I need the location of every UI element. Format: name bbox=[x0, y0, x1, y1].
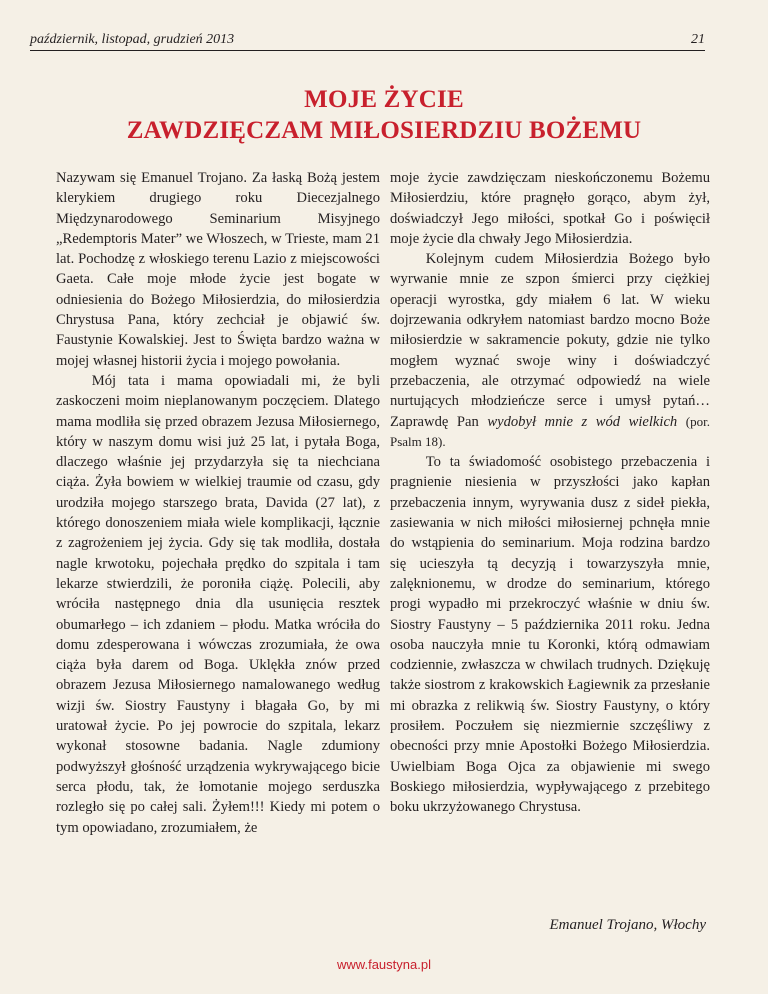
paragraph bbox=[390, 249, 710, 452]
title-line-2: ZAWDZIĘCZAM MIŁOSIERDZIU BOŻEMU bbox=[126, 117, 642, 144]
paragraph: Nazywam się Emanuel Trojano. Za łaską Bożą jestem klerykiem drugiego roku Diecezjalnego Międzynarodowego Seminarium Misyjnego „Redemptoris Mater” we Włoszech, w Trieste, mam 21 lat. Pochodzę z włoskiego terenu Lazio z miejscowości Gaeta. Całe moje młode życie jest bogate w odniesienia do Bożego Miłosierdzia, do miłosierdzia Chrystusa Pana, który zechciał je objawić św. Faustynie Kowalskiej. Jest to Święta bardzo ważna w mojej własnej historii życia i mojego powołania. bbox=[56, 170, 380, 369]
title-line-1: MOJE ŻYCIE bbox=[304, 86, 464, 113]
quote-italic: wydobył mnie z wód wielkich bbox=[487, 413, 678, 430]
author-signature: Emanuel Trojano, Włochy bbox=[549, 917, 706, 933]
article-column-right bbox=[390, 168, 710, 818]
issue-date: październik, listopad, grudzień 2013 bbox=[30, 32, 235, 47]
paragraph: Mój tata i mama opowiadali mi, że byli zaskoczeni moim nieplanowanym poczęciem. Dlatego mama modliła się przed obrazem Jezusa Miłosiernego, który w naszym domu wisi już 25 lat, i pytała Boga, dlaczego właśnie jej przydarzyła się ta niechciana ciąża. Żyła bowiem w wielkiej traumie od czasu, gdy urodziła mojego starszego brata, Davida (27 lat), z którego donoszeniem miała wiele komplikacji, łącznie z zagrożeniem jej życia. Gdy się tak modliła, dostała nagle krwotoku, pojechała prędko do szpitala i tam lekarze stwierdzili, że poroniła ciążę. Polecili, aby wróciła następnego dnia dla usunięcia resztek obumarłego – ich zdaniem – płodu. Matka wróciła do domu zdesperowana i wówczas zrozumiała, że owa ciąża była darem od Boga. Uklękła znów przed obrazem Jezusa Miłosiernego namalowanego według wizji św. Siostry Faustyny i błagała Go, by mi uratował życie. Po jej powrocie do szpitala, lekarz wykonał stosowne badania. Nagle zdumiony podwyższył głośność urządzenia wykrywającego bicie serca płodu, tak, że łomotanie mojego serduszka rozległo się po całej sali. Żyłem!!! Kiedy mi potem o tym opowiadano, zrozumiałem, że bbox=[56, 372, 380, 836]
page-header bbox=[30, 28, 705, 51]
website-link[interactable]: www.faustyna.pl bbox=[337, 957, 431, 972]
page-number: 21 bbox=[691, 32, 705, 47]
paragraph: moje życie zawdzięczam nieskończonemu Bożemu Miłosierdziu, które pragnęło gorąco, abym żył, doświadczył Jego miłości, spotkał Go i poświęcił moje życie dla chwały Jego Miłosierdzia. bbox=[390, 170, 710, 247]
paragraph-text: Kolejnym cudem Miłosierdzia Bożego było wyrwanie mnie ze szpon śmierci przy ciężkiej operacji wyrostka, gdy miałem 6 lat. W wieku dojrzewania odkryłem natomiast bardzo mocno Boże miłosierdzie w sakramencie pokuty, gdzie nie tylko mogłem wyznać swoje winy i doświadczyć przebaczenia, ale otrzymać odpowiedź na wiele nurtujących młodzieńcze serce i umysł pytań… Zaprawdę Pan bbox=[390, 251, 710, 430]
paragraph: To ta świadomość osobistego przebaczenia i pragnienie niesienia w przyszłości jako kapłan przebaczenia innym, wyrywania dusz z sideł piekła, zasiewania w nich miłości miłosiernej pchnęła mnie do wstąpienia do seminarium. Moja rodzina bardzo się ucieszyła tą decyzją i towarzyszyła mnie, zalęknionemu, w drodze do seminarium, którego progi wypadło mi przekroczyć właśnie w dniu św. Siostry Faustyny – 5 października 2011 roku. Jedna osoba nauczyła mnie tu Koronki, którą odmawiam codziennie, zwłaszcza w chwilach trudnych. Dziękuję także siostrom z krakowskich Łagiewnik za przesłanie mi obrazka z relikwią św. Siostry Faustyny, o który prosiłem. Poczułem się niezmiernie szczęśliwy z obecności przy mnie Apostołki Bożego Miłosierdzia. Uwielbiam Boga Ojca za objawienie mi swego Boskiego miłosierdzia, wypływającego z przebitego boku ukrzyżowanego Chrystusa. bbox=[390, 454, 710, 816]
article-title bbox=[0, 84, 768, 146]
psalm-reference: (por. Psalm 18). bbox=[390, 413, 710, 449]
article-column-left bbox=[56, 168, 380, 838]
